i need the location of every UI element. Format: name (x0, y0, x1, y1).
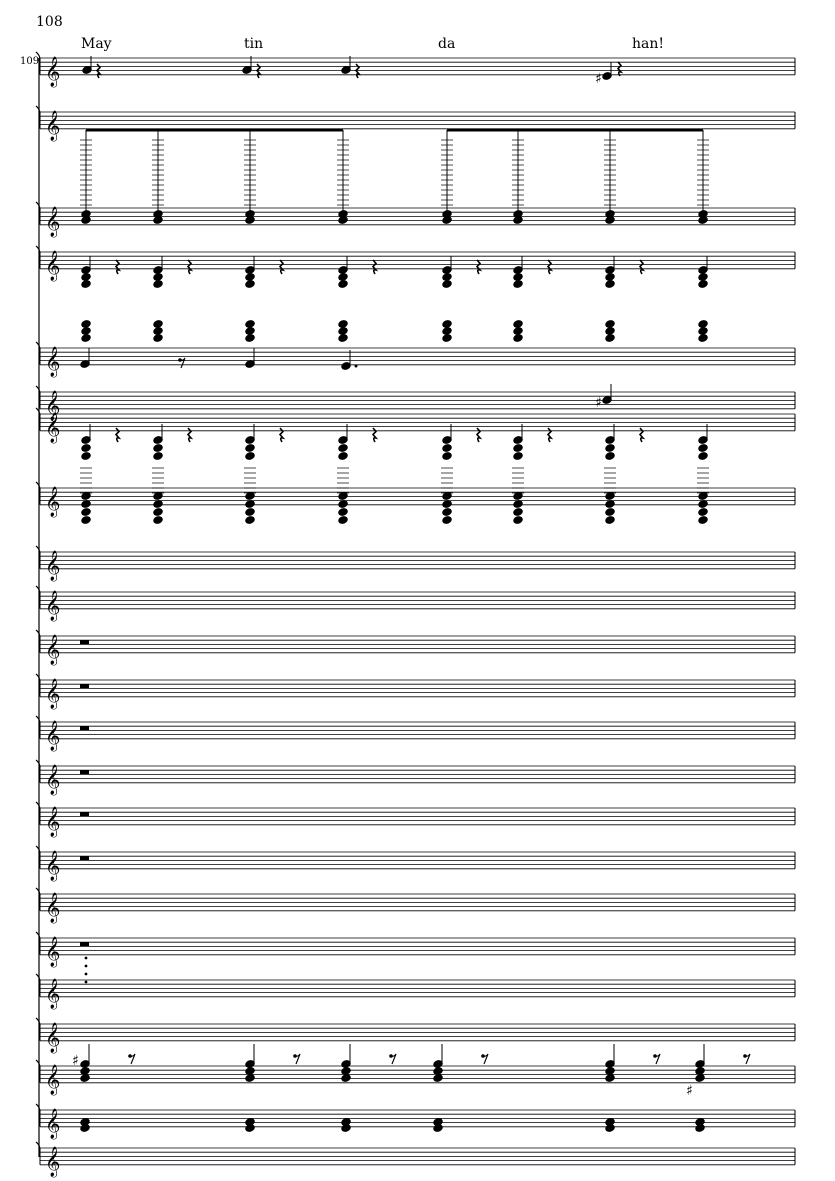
notehead (153, 279, 163, 288)
notehead (698, 319, 708, 328)
staves (36, 52, 795, 1178)
notehead (153, 326, 163, 335)
notehead (442, 507, 452, 516)
notehead (245, 326, 255, 335)
staff-4 (36, 246, 795, 282)
notehead (153, 515, 163, 524)
notehead (442, 326, 452, 335)
lyric-syllable-4: han! (632, 36, 665, 52)
notehead (698, 279, 708, 288)
notehead (605, 451, 615, 460)
quarter-rest-icon (640, 428, 643, 442)
quarter-rest-icon (640, 260, 643, 274)
whole-rest-icon (80, 942, 89, 946)
notehead (81, 319, 91, 328)
notehead (80, 1073, 90, 1082)
notehead (698, 272, 708, 281)
notehead (81, 326, 91, 335)
treble-clef-icon: 𝄞 (45, 936, 61, 967)
notehead (338, 272, 348, 281)
whole-rest-icon (80, 812, 89, 816)
treble-clef-icon: 𝄞 (45, 550, 61, 581)
treble-clef-icon: 𝄞 (45, 110, 61, 141)
notation-marks (72, 56, 750, 1133)
notehead (338, 319, 348, 328)
treble-clef-icon: 𝄞 (45, 1108, 61, 1139)
treble-clef-icon: 𝄞 (45, 590, 61, 621)
sixteenth-rest-dot (85, 965, 88, 968)
notehead (338, 507, 348, 516)
notehead (698, 443, 708, 452)
staff-9 (36, 546, 795, 582)
quarter-rest-icon (477, 428, 480, 442)
notehead (245, 333, 255, 342)
staff-8 (36, 482, 795, 518)
treble-clef-icon: 𝄞 (45, 1064, 61, 1095)
treble-clef-icon: 𝄞 (45, 206, 61, 237)
treble-clef-icon: 𝄞 (45, 678, 61, 709)
notehead (698, 515, 708, 524)
treble-clef-icon: 𝄞 (45, 720, 61, 751)
quarter-rest-icon (116, 428, 119, 442)
sixteenth-rest-dot (85, 981, 88, 984)
treble-clef-icon: 𝄞 (45, 978, 61, 1009)
staff-10 (36, 586, 795, 622)
treble-clef-icon: 𝄞 (45, 346, 61, 377)
notehead (245, 451, 255, 460)
treble-clef-icon: 𝄞 (45, 250, 61, 281)
notehead (338, 279, 348, 288)
staff-22 (36, 1104, 795, 1140)
treble-clef-icon: 𝄞 (45, 486, 61, 517)
quarter-rest-icon (188, 260, 191, 274)
notehead (605, 515, 615, 524)
notehead (245, 515, 255, 524)
notehead (338, 326, 348, 335)
notehead (698, 326, 708, 335)
quarter-rest-icon (188, 428, 191, 442)
notehead (245, 272, 255, 281)
notehead (81, 333, 91, 342)
quarter-rest-icon (373, 260, 376, 274)
page-number: 108 (36, 14, 63, 30)
treble-clef-icon: 𝄞 (45, 850, 61, 881)
notehead (513, 279, 523, 288)
staff-12 (36, 674, 795, 710)
notehead (245, 319, 255, 328)
treble-clef-icon: 𝄞 (45, 634, 61, 665)
sharp-icon: ♯ (72, 1053, 79, 1069)
notehead (442, 279, 452, 288)
treble-clef-icon: 𝄞 (45, 1022, 61, 1053)
staff-16 (36, 846, 795, 882)
notehead (698, 451, 708, 460)
notehead (245, 443, 255, 452)
staff-11 (36, 630, 795, 666)
notehead (338, 443, 348, 452)
sharp-icon: ♯ (686, 1083, 693, 1099)
measure-number: 109 (20, 56, 40, 67)
notehead (153, 507, 163, 516)
staff-7 (36, 408, 795, 444)
whole-rest-icon (80, 856, 89, 860)
notehead (245, 1073, 255, 1082)
notehead (605, 326, 615, 335)
notehead (442, 515, 452, 524)
notehead (605, 1073, 615, 1082)
notehead (81, 451, 91, 460)
staff-brace-icon (36, 52, 40, 60)
notehead (442, 272, 452, 281)
notehead (245, 507, 255, 516)
treble-clef-icon: 𝄞 (45, 390, 61, 421)
staff-15 (36, 802, 795, 838)
staff-20 (36, 1018, 795, 1054)
quarter-rest-icon (548, 428, 551, 442)
treble-clef-icon: 𝄞 (45, 56, 61, 87)
notehead (81, 272, 91, 281)
notehead (338, 515, 348, 524)
treble-clef-icon: 𝄞 (45, 892, 61, 923)
staff-23 (36, 1142, 795, 1178)
staff-14 (36, 760, 795, 796)
notehead (513, 515, 523, 524)
notehead (513, 333, 523, 342)
whole-rest-icon (80, 726, 89, 730)
lyric-syllable-1: May (81, 36, 112, 52)
whole-rest-icon (80, 640, 89, 644)
notehead (245, 279, 255, 288)
treble-clef-icon: 𝄞 (45, 806, 61, 837)
staff-2 (36, 106, 795, 142)
staff-1 (36, 52, 795, 88)
staff-19 (36, 974, 795, 1010)
notehead (513, 326, 523, 335)
notehead (81, 279, 91, 288)
notehead (698, 333, 708, 342)
notehead (81, 515, 91, 524)
staff-17 (36, 888, 795, 924)
notehead (695, 1073, 705, 1082)
notehead (513, 319, 523, 328)
notehead (442, 319, 452, 328)
notehead (605, 319, 615, 328)
notehead (81, 507, 91, 516)
staff-18 (36, 932, 795, 968)
notehead (153, 272, 163, 281)
notehead (605, 272, 615, 281)
quarter-rest-icon (116, 260, 119, 274)
staff-3 (36, 202, 795, 238)
notehead (338, 333, 348, 342)
notehead (433, 1073, 443, 1082)
quarter-rest-icon (373, 428, 376, 442)
notehead (513, 443, 523, 452)
notehead (81, 443, 91, 452)
notehead (442, 443, 452, 452)
notehead (513, 507, 523, 516)
notehead (153, 443, 163, 452)
treble-clef-icon: 𝄞 (45, 764, 61, 795)
notehead (698, 507, 708, 516)
notehead (605, 443, 615, 452)
quarter-rest-icon (280, 428, 283, 442)
sixteenth-rest-dot (85, 957, 88, 960)
notehead (605, 333, 615, 342)
sixteenth-rest-dot (85, 973, 88, 976)
quarter-rest-icon (477, 260, 480, 274)
treble-clef-icon: 𝄞 (45, 1146, 61, 1177)
staff-21 (36, 1060, 795, 1096)
quarter-rest-icon (548, 260, 551, 274)
notehead (153, 333, 163, 342)
treble-clef-icon: 𝄞 (45, 412, 61, 443)
lyric-syllable-2: tin (244, 36, 264, 52)
notehead (605, 507, 615, 516)
dot (355, 365, 358, 368)
whole-rest-icon (80, 770, 89, 774)
lyric-syllable-3: da (438, 36, 456, 52)
notehead (442, 451, 452, 460)
notehead (341, 1073, 351, 1082)
notehead (338, 451, 348, 460)
sharp-icon: ♯ (595, 71, 602, 87)
staff-5 (36, 342, 795, 378)
notehead (442, 333, 452, 342)
notehead (153, 319, 163, 328)
whole-rest-icon (80, 684, 89, 688)
notehead (153, 451, 163, 460)
notehead (513, 451, 523, 460)
quarter-rest-icon (618, 62, 621, 76)
staff-6 (36, 386, 795, 422)
sharp-icon: ♯ (595, 395, 602, 411)
notehead (605, 279, 615, 288)
notehead (513, 272, 523, 281)
staff-13 (36, 716, 795, 752)
quarter-rest-icon (280, 260, 283, 274)
